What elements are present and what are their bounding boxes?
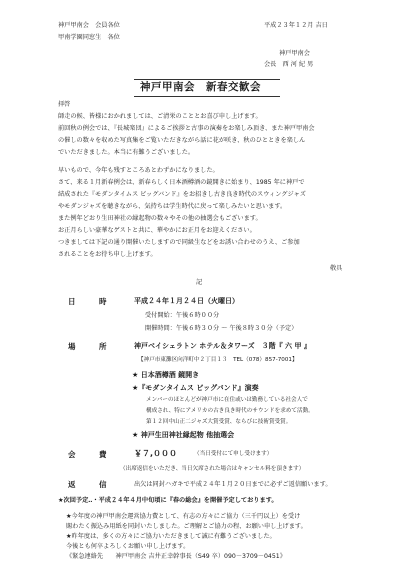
band-description: メンバーのほとんどが神戸市に在住或いは勤務している社会人で <box>146 397 308 403</box>
body-line: 早いもので、今年も残すところあとわずかになりました。 <box>58 167 219 174</box>
reply-deadline: 出欠は同封ハガキで平成２４年１月２０日までに必ずご返信願います。 <box>134 481 332 488</box>
body-line: されることをお待ち申し上げます。 <box>58 251 157 258</box>
program-item: ★ 日本酒樽酒 鏡開き <box>132 371 200 379</box>
next-event-notice: ★次回予定‥・平成２４年４月中旬頃に『春の総会』を開催予定しております。 <box>58 497 278 504</box>
venue-address: 【神戸市東灘区向洋町中２丁目１３ TEL（078）857-7001】 <box>138 357 298 363</box>
title-rule-bottom <box>134 96 280 97</box>
venue-label: 場 所 <box>68 342 115 351</box>
recipient-members: 神戸甲南会 会員各位 <box>58 22 120 29</box>
footer-line: 賜わたく振込み用紙を同封いたしました。ご理解とご協力の程、お願い申し上げます。 <box>66 523 307 530</box>
greeting: 拝啓 <box>58 101 71 108</box>
body-line: さて、来る１月新春例会は、新春らしく日本酒樽酒の鏡開きに始まり、1985 年に神戸で <box>58 179 305 186</box>
fee-label: 会 費 <box>68 450 115 459</box>
venue-name: 神戸ベイシェラトン ホテル＆タワーズ ３階『 六 甲 』 <box>134 342 311 350</box>
event-date: 平成２４年１月２４日（火曜日） <box>134 297 239 305</box>
page-title: 神戸甲南会 新春交歓会 <box>140 81 261 93</box>
band-description: 構成され、特にアメリカの古き良き時代のサウンドを求めて活動。 <box>146 408 314 414</box>
emergency-contact: 《緊急連絡先 神戸甲南会 吉井正幸幹事長（S49 卒）090－3709－0451》 <box>66 553 286 560</box>
body-line: 前回秋の例会では、『長城楽団』によるご挨拶と古事の演奏をお楽しみ頂き、また神戸甲南会 <box>58 125 315 132</box>
band-description: 第１２回中山正二ジャズ大賞受賞、ならびに技術賞受賞。 <box>146 419 292 425</box>
fee-note: （当日受付にて申し受けます） <box>194 451 273 457</box>
body-line: の催しの数々を収めた写真集をご覧いただきながら話に花が咲き、秋のひとときを楽しん <box>58 137 306 144</box>
body-line: でいただきました。本当に有難うございました。 <box>58 149 195 156</box>
body-line: 師走の候、皆様におかれましては、ご清栄のこととお喜び申し上げます。 <box>58 113 262 120</box>
body-line: 結成された『モダンタイムス ビッグバンド』をお招きし古き良き時代のスウィングジャズ <box>58 191 306 198</box>
program-item: ★『モダンタイムス ビッグバンド』演奏 <box>132 384 259 392</box>
ki-heading: 記 <box>196 279 203 286</box>
footer-line: 今後とも何卒よろしくお願い申し上げます。 <box>66 543 190 550</box>
recipient-alumni: 甲南学園同窓生 各位 <box>58 34 120 41</box>
fee-amount: ￥７,０００ <box>134 449 178 458</box>
footer-line: ★昨年度は、多くの方々にご協力いただきまして誠に有難うございました。 <box>66 533 276 540</box>
closing: 敬具 <box>330 265 343 272</box>
body-line: また例年どおり生田神社の縁起物の数々やその他の抽選会もございます。 <box>58 215 262 222</box>
issue-date: 平成２３年１２月 吉日 <box>264 22 328 29</box>
sender-org: 神戸甲南会 <box>279 50 310 57</box>
datetime-label: 日 時 <box>68 297 115 306</box>
program-item: ★ 神戸生田神社縁起物 他抽選会 <box>132 431 235 439</box>
title-rule-top <box>134 79 280 80</box>
body-line: つきましては下記の通り開催いたしますので同級生などをお誘い合わせのうえ、ご参加 <box>58 239 300 246</box>
event-time: 開催時間：午後６時３０分 ～ 午後８時３０分（予定） <box>145 325 298 332</box>
body-line: お正月らしい豪華なゲストと共に、華やかにお正月をお迎えください。 <box>58 227 256 234</box>
cancel-note: （出席返信をいただき、当日欠席された場合はキャンセル料を頂きます） <box>120 466 305 472</box>
footer-line: ★今年度の神戸甲南会運営協力費として、有志の方々にご協力（三千円以上）を受け <box>66 513 301 520</box>
body-line: やモダンジャズを聴きながら、気持ちは学生時代に戻って楽しみたいと思います。 <box>58 203 287 210</box>
reply-label: 返 信 <box>68 480 115 489</box>
sender-name: 会長 西 河 紀 男 <box>264 61 314 68</box>
reception-time: 受付開始：午後６時００分 <box>145 312 220 319</box>
